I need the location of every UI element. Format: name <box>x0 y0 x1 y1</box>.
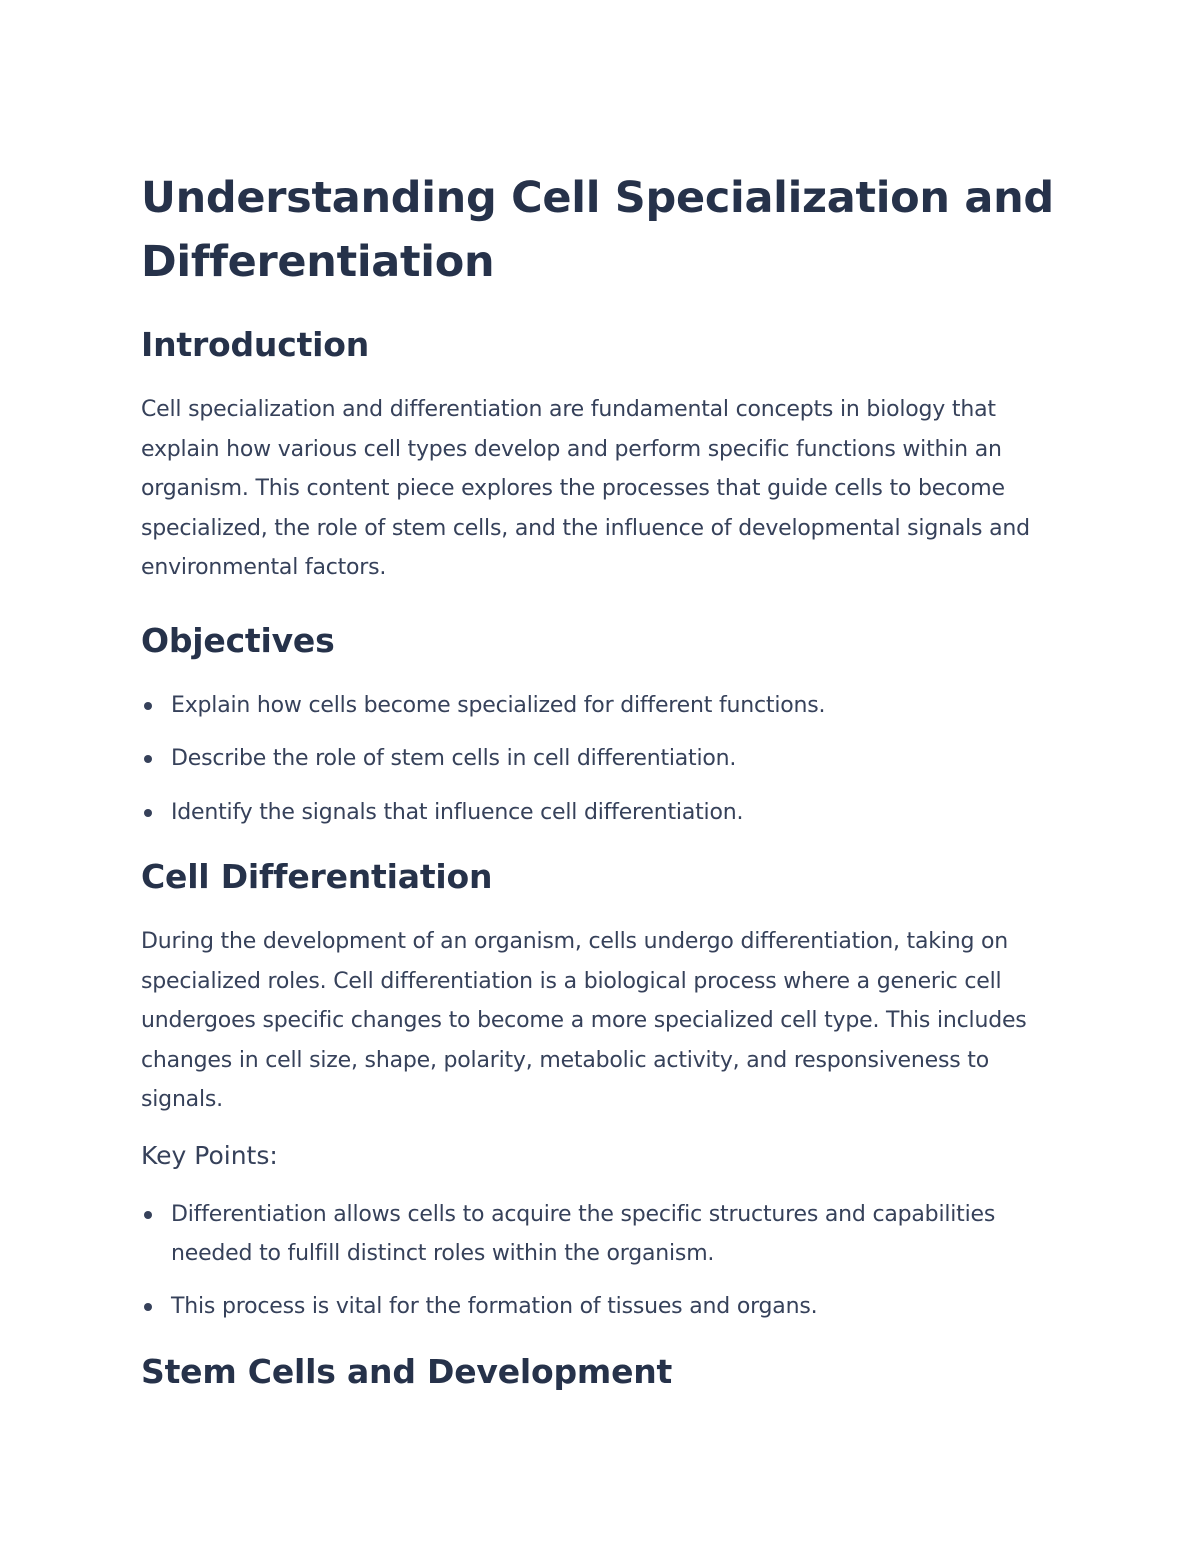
list-item <box>141 793 1071 833</box>
key-points-list <box>141 1195 1071 1327</box>
objective-text: Explain how cells become specialized for different functions. <box>171 692 826 718</box>
key-point-text: This process is vital for the formation of tissues and organs. <box>171 1293 818 1319</box>
list-item <box>141 1287 1071 1327</box>
bullet-icon <box>144 1303 152 1311</box>
list-item <box>141 1195 1071 1274</box>
bullet-icon <box>144 809 152 817</box>
bullet-icon <box>144 702 152 710</box>
heading-cell-differentiation: Cell Differentiation <box>141 857 493 896</box>
bullet-icon <box>144 1211 152 1219</box>
objective-text: Describe the role of stem cells in cell differentiation. <box>171 746 737 771</box>
heading-stem-cells: Stem Cells and Development <box>141 1352 673 1391</box>
key-points-label: Key Points: <box>141 1140 278 1170</box>
key-point-text: Differentiation allows cells to acquire the specific structures and capabilities needed to fulfill distinct roles within the organism. <box>171 1201 996 1266</box>
list-item <box>141 686 1071 726</box>
document-page <box>141 166 1071 1393</box>
introduction-paragraph: Cell specialization and differentiation are fundamental concepts in biology that explain how various cell types develop and perform specific functions within an organism. This content piece explores the processes that guide cells to become specialized, the role of stem cells, and the influence of developmental signals and environmental factors. <box>141 397 1030 580</box>
document-title: Understanding Cell Specialization and Differentiation <box>141 173 1054 287</box>
heading-objectives: Objectives <box>141 620 335 660</box>
cell-differentiation-paragraph: During the development of an organism, cells undergo differentiation, taking on specialized roles. Cell differentiation is a biological process where a generic cell undergoes specific changes to become a more specialized cell type. This includes changes in cell size, shape, polarity, metabolic activity, and responsiveness to signals. <box>141 929 1027 1112</box>
heading-introduction: Introduction <box>141 325 370 364</box>
objective-text: Identify the signals that influence cell differentiation. <box>171 799 744 825</box>
list-item <box>141 739 1071 779</box>
bullet-icon <box>144 755 152 763</box>
objectives-list <box>141 686 1071 833</box>
